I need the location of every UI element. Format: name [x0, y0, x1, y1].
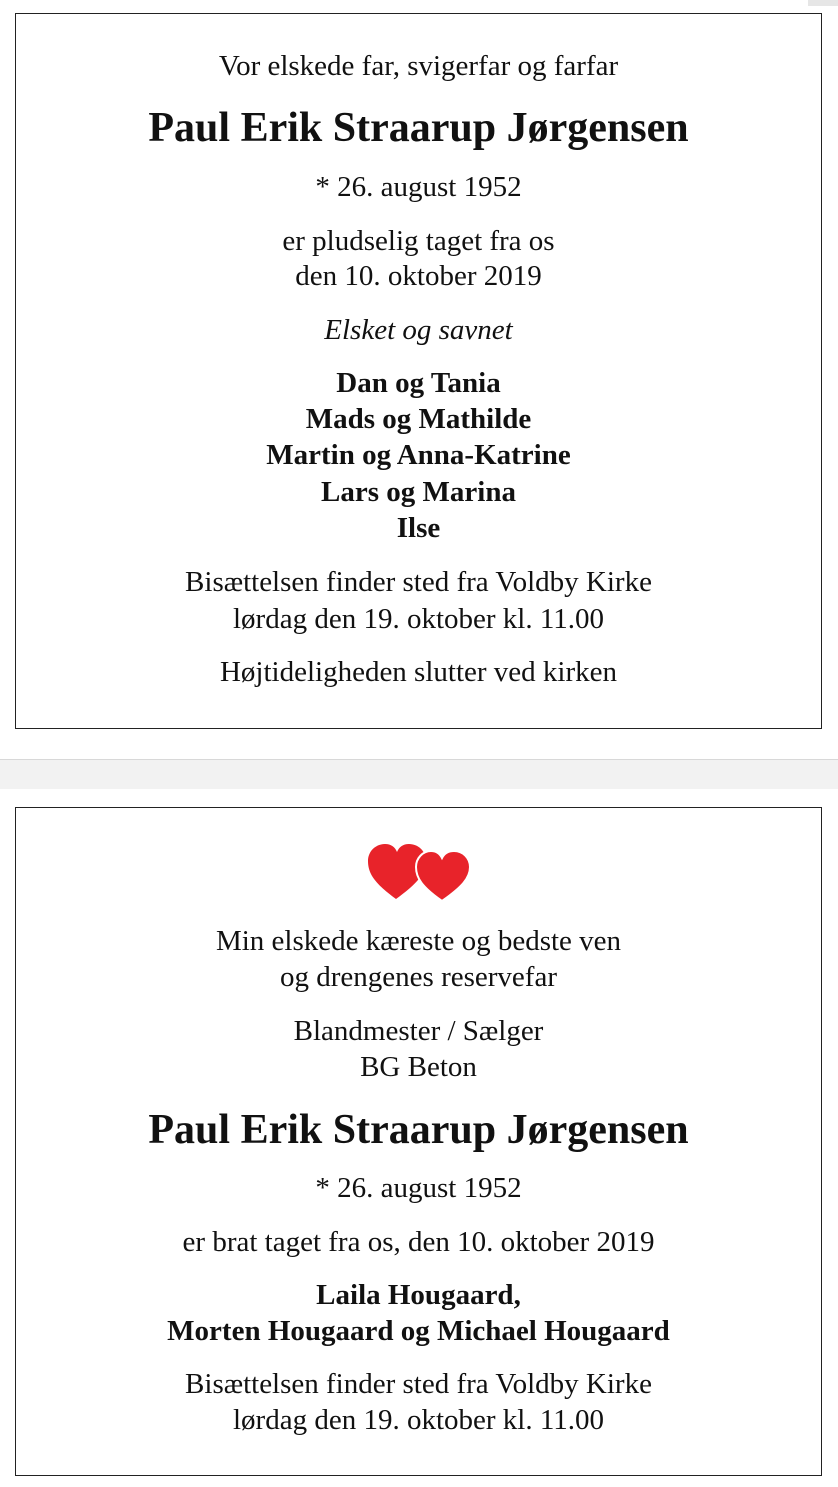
- notice-separator: [0, 759, 838, 789]
- death-line: er brat taget fra os, den 10. oktober 2019: [182, 1226, 655, 1258]
- notice-intro-line-1: Min elskede kæreste og bedste ven: [215, 925, 622, 957]
- birth-date: * 26. august 1952: [315, 1172, 522, 1204]
- employer: BG Beton: [360, 1051, 477, 1083]
- page-corner-mark: [808, 0, 838, 6]
- family-member: Dan og Tania: [336, 367, 501, 399]
- two-red-hearts-icon: [366, 841, 476, 903]
- family-member: Morten Hougaard og Michael Hougaard: [167, 1315, 670, 1347]
- tagline: Elsket og savnet: [324, 314, 513, 346]
- death-line-2: den 10. oktober 2019: [295, 260, 542, 292]
- funeral-line-2: lørdag den 19. oktober kl. 11.00: [232, 1404, 605, 1436]
- death-line-1: er pludselig taget fra os: [282, 225, 555, 257]
- notice-intro: Vor elskede far, svigerfar og farfar: [218, 50, 619, 82]
- obituary-notice-family: [15, 13, 822, 729]
- deceased-name: Paul Erik Straarup Jørgensen: [148, 105, 689, 151]
- birth-date: * 26. august 1952: [315, 171, 522, 203]
- family-member: Martin og Anna-Katrine: [266, 439, 571, 471]
- obituary-notice-partner: [15, 807, 822, 1476]
- heart-right-icon: [416, 851, 470, 901]
- funeral-line-2: lørdag den 19. oktober kl. 11.00: [232, 603, 605, 635]
- family-member: Mads og Mathilde: [305, 403, 532, 435]
- funeral-line-1: Bisættelsen finder sted fra Voldby Kirke: [185, 1368, 652, 1400]
- family-member: Laila Hougaard,: [316, 1279, 521, 1311]
- family-member: Lars og Marina: [321, 476, 516, 508]
- job-title: Blandmester / Sælger: [293, 1015, 544, 1047]
- notice-intro-line-2: og drengenes reservefar: [280, 961, 557, 993]
- funeral-line-1: Bisættelsen finder sted fra Voldby Kirke: [185, 566, 652, 598]
- closing-note: Højtideligheden slutter ved kirken: [219, 656, 618, 688]
- deceased-name: Paul Erik Straarup Jørgensen: [148, 1107, 689, 1153]
- family-member: Ilse: [396, 512, 441, 544]
